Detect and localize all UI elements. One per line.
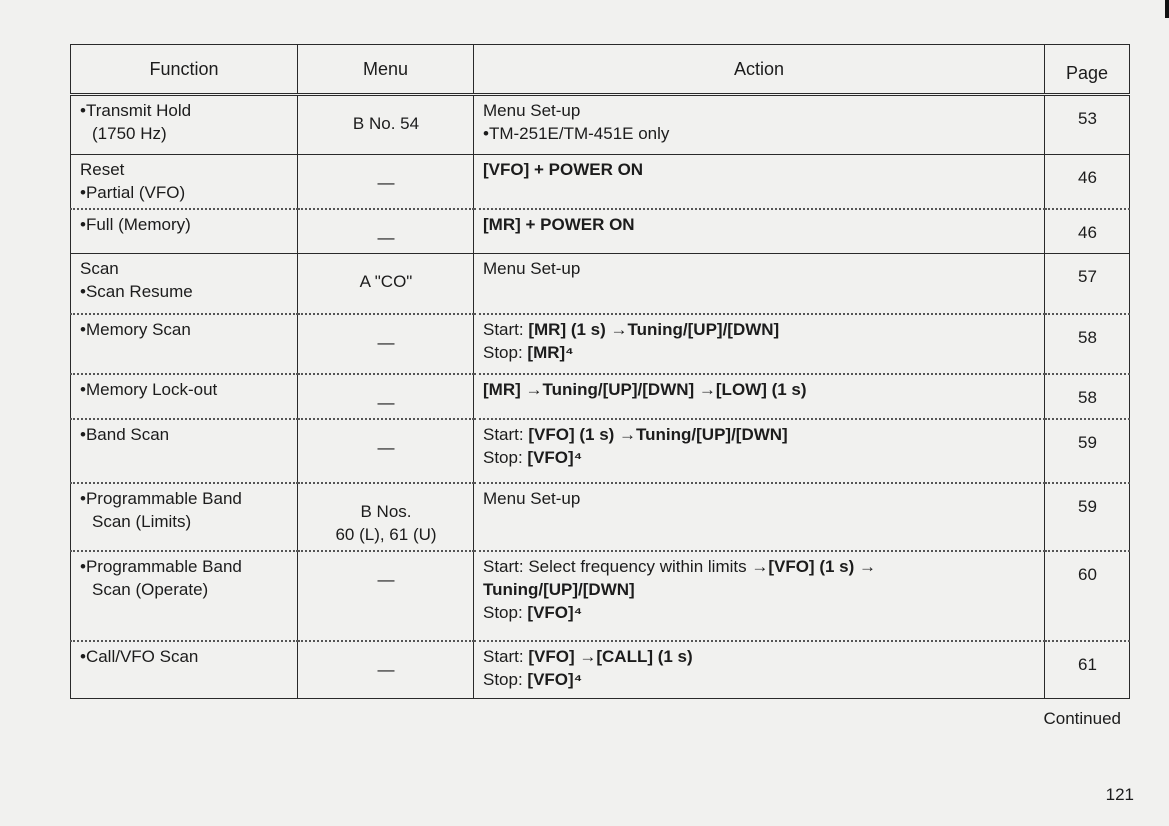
key-sequence: [MR] + POWER ON (483, 215, 635, 234)
function-text: Scan (Limits) (92, 511, 192, 531)
action-line: Stop: [MR]⁴ (483, 342, 574, 362)
table-row (71, 155, 1130, 210)
function-cell (71, 254, 298, 314)
page-cell: 46 (1045, 155, 1130, 210)
function-text: Reset (80, 160, 125, 179)
page-cell: 60 (1045, 551, 1130, 641)
menu-text: A "CO" (359, 272, 413, 291)
page-cell: 58 (1045, 314, 1130, 374)
menu-cell (298, 419, 474, 483)
action-cell (474, 551, 1045, 641)
key-sequence: [VFO]⁴ (527, 447, 583, 467)
menu-cell (298, 254, 474, 314)
page-cell: 61 (1045, 641, 1130, 699)
edge-mark (1165, 0, 1169, 18)
action-line: •TM-251E/TM-451E only (483, 124, 670, 143)
table-body (71, 95, 1130, 699)
function-text: •Partial (VFO) (80, 183, 186, 202)
function-cell (71, 314, 298, 374)
menu-text: B No. 54 (352, 114, 420, 133)
action-line: Start: [VFO] (1 s) →Tuning/[UP]/[DWN] (483, 424, 788, 444)
table-row (71, 95, 1130, 155)
function-text: Scan (80, 259, 119, 278)
action-cell (474, 254, 1045, 314)
action-cell (474, 483, 1045, 551)
table-row (71, 254, 1130, 314)
function-text: •Memory Lock-out (80, 379, 218, 399)
menu-text: 60 (L), 61 (U) (335, 524, 437, 544)
menu-cell (298, 155, 474, 210)
action-line (483, 213, 1036, 236)
function-text: •Call/VFO Scan (80, 646, 199, 666)
table-row (71, 419, 1130, 483)
menu-text: — (377, 569, 395, 589)
function-text: Scan (Operate) (92, 579, 209, 599)
menu-cell (298, 374, 474, 419)
page-cell: 59 (1045, 483, 1130, 551)
menu-text: — (377, 437, 395, 457)
page-cell: 57 (1045, 254, 1130, 314)
page-cell: 58 (1045, 374, 1130, 419)
menu-cell (298, 483, 474, 551)
menu-text: — (377, 173, 395, 192)
action-line: Stop: [VFO]⁴ (483, 602, 583, 622)
function-cell (71, 641, 298, 699)
function-text: •Memory Scan (80, 319, 191, 339)
header-action: Action (474, 45, 1045, 95)
table-row (71, 209, 1130, 254)
menu-text: — (377, 392, 395, 412)
function-cell (71, 95, 298, 155)
table-row (71, 551, 1130, 641)
action-cell (474, 641, 1045, 699)
menu-text: — (377, 332, 395, 352)
action-line: Menu Set-up (483, 488, 581, 508)
function-text: (1750 Hz) (92, 124, 167, 143)
page-cell: 59 (1045, 419, 1130, 483)
action-cell (474, 314, 1045, 374)
action-line (483, 158, 1036, 181)
table-header-row (71, 45, 1130, 95)
menu-cell (298, 641, 474, 699)
action-line (483, 378, 1036, 401)
action-cell (474, 419, 1045, 483)
page-cell: 46 (1045, 209, 1130, 254)
action-cell (474, 374, 1045, 419)
function-reference-table (70, 44, 1130, 699)
function-cell (71, 155, 298, 210)
continued-note: Continued (1043, 709, 1121, 728)
function-cell (71, 551, 298, 641)
header-page: Page (1045, 45, 1130, 95)
key-sequence: [VFO]⁴ (527, 669, 583, 689)
key-sequence: [VFO] + POWER ON (483, 160, 644, 179)
action-line: Start: [VFO] →[CALL] (1 s) (483, 646, 693, 666)
menu-cell (298, 95, 474, 155)
function-text: •Full (Memory) (80, 215, 191, 234)
key-sequence: [VFO] (1 s) →Tuning/[UP]/[DWN] (528, 424, 788, 444)
menu-cell (298, 551, 474, 641)
key-sequence: [VFO] (1 s) → (768, 556, 876, 576)
action-line (483, 578, 1036, 601)
function-text: •Programmable Band (80, 488, 242, 508)
function-cell (71, 374, 298, 419)
action-cell (474, 95, 1045, 155)
menu-cell (298, 314, 474, 374)
table-row (71, 314, 1130, 374)
table-row (71, 641, 1130, 699)
function-text: •Transmit Hold (80, 101, 192, 120)
action-cell (474, 155, 1045, 210)
function-text: •Band Scan (80, 424, 170, 444)
menu-text: B Nos. (360, 501, 412, 521)
header-menu: Menu (298, 45, 474, 95)
menu-text: — (377, 228, 395, 247)
action-line: Start: [MR] (1 s) →Tuning/[UP]/[DWN] (483, 319, 780, 339)
function-cell (71, 483, 298, 551)
function-cell (71, 209, 298, 254)
menu-cell (298, 209, 474, 254)
function-text: •Programmable Band (80, 556, 242, 576)
page-cell: 53 (1045, 95, 1130, 155)
page-number: 121 (1105, 785, 1134, 804)
action-line: Menu Set-up (483, 259, 581, 278)
action-cell (474, 209, 1045, 254)
action-line: Stop: [VFO]⁴ (483, 447, 583, 467)
menu-text: — (377, 659, 395, 679)
key-sequence: [MR]⁴ (527, 342, 574, 362)
action-line: Menu Set-up (483, 101, 581, 120)
action-line: Stop: [VFO]⁴ (483, 669, 583, 689)
key-sequence: [MR] (1 s) →Tuning/[UP]/[DWN] (528, 319, 780, 339)
function-cell (71, 419, 298, 483)
key-sequence: [VFO] →[CALL] (1 s) (528, 646, 693, 666)
key-sequence: [MR] →Tuning/[UP]/[DWN] →[LOW] (1 s) (483, 379, 807, 399)
key-sequence: [VFO]⁴ (527, 602, 583, 622)
table-row (71, 374, 1130, 419)
function-text: •Scan Resume (80, 282, 193, 301)
key-sequence: Tuning/[UP]/[DWN] (483, 579, 635, 599)
table-row (71, 483, 1130, 551)
header-function: Function (71, 45, 298, 95)
action-line: Start: Select frequency within limits →[VFO] (1 s) → (483, 556, 876, 576)
